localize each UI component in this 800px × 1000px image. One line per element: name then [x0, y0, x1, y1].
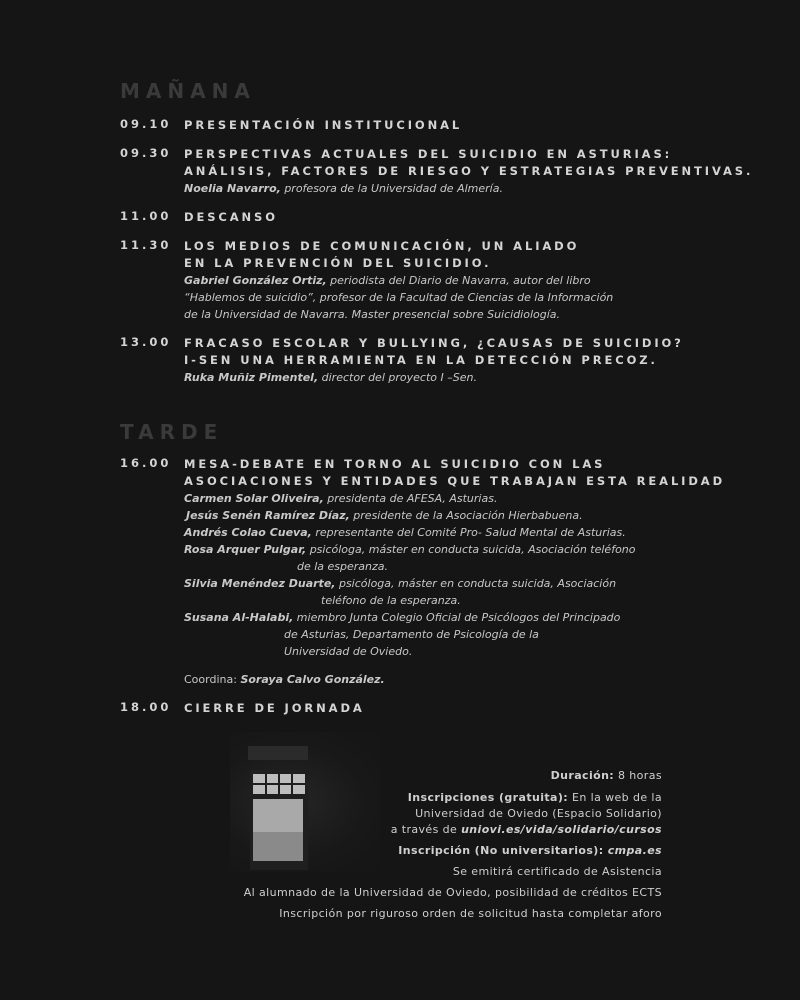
text-segment: En la web de la [568, 791, 662, 804]
text-segment: de la Universidad de Navarra. Master presencial sobre Suicidiología. [184, 308, 561, 321]
item-title: PRESENTACIÓN INSTITUCIONAL [184, 118, 463, 132]
item-title: EN LA PREVENCIÓN DEL SUICIDIO. [184, 256, 492, 270]
text-segment: 8 horas [614, 769, 662, 782]
registration [408, 790, 662, 806]
window-photo [230, 732, 380, 872]
speaker-name: Susana Al-Halabi, [184, 611, 294, 624]
speaker-name: Ruka Muñiz Pimentel, [184, 371, 319, 384]
schedule-item [120, 456, 740, 688]
speaker [184, 541, 740, 575]
text-segment: psicóloga, máster en conducta suicida, Asociación teléfono [306, 543, 636, 556]
item-title: DESCANSO [184, 210, 278, 224]
speaker [184, 490, 740, 507]
speaker [184, 524, 740, 541]
text-segment: Coordina: [184, 673, 241, 686]
item-title: LOS MEDIOS DE COMUNICACIÓN, UN ALIADO [184, 239, 580, 253]
item-time: 11.00 [120, 209, 172, 223]
text-segment: psicóloga, máster en conducta suicida, Asociación [335, 577, 617, 590]
text-segment: director del proyecto I –Sen. [318, 371, 477, 384]
ects-note: Al alumnado de la Universidad de Oviedo, posibilidad de créditos ECTS [243, 886, 662, 899]
window-icon [230, 732, 380, 872]
speaker [184, 180, 740, 197]
text-segment: periodista del Diario de Navarra, autor del libro [326, 274, 591, 287]
speaker-name: Gabriel González Ortiz, [184, 274, 327, 287]
text-segment: Universidad de Oviedo. [284, 645, 413, 658]
text-segment: de la esperanza. [297, 560, 389, 573]
item-time: 09.30 [120, 146, 172, 160]
order-note: Inscripción por riguroso orden de solicitud hasta completar aforo [279, 907, 662, 920]
speaker-name: Rosa Arquer Pulgar, [184, 543, 307, 556]
item-time: 09.10 [120, 117, 172, 131]
schedule-item [120, 238, 740, 323]
schedule-item [120, 209, 740, 226]
item-title: PERSPECTIVAS ACTUALES DEL SUICIDIO EN ASTURIAS: [184, 147, 673, 161]
speaker-name: Noelia Navarro, [184, 182, 281, 195]
speaker [184, 272, 740, 323]
duration [551, 768, 662, 784]
registration-line3 [391, 822, 662, 838]
schedule-item [120, 117, 740, 134]
speaker-name: Soraya Calvo González. [240, 673, 385, 686]
speaker-name: Jesús Senén Ramírez Díaz, [186, 509, 350, 522]
speaker-name: Inscripciones (gratuita): [407, 791, 569, 804]
speaker-name: Duración: [550, 769, 615, 782]
item-time: 18.00 [120, 700, 172, 714]
item-title: FRACASO ESCOLAR Y BULLYING, ¿CAUSAS DE SUICIDIO? [184, 336, 684, 350]
text-segment: teléfono de la esperanza. [321, 594, 461, 607]
text-segment: de Asturias, Departamento de Psicología de la [284, 628, 539, 641]
text-segment: profesora de la Universidad de Almería. [280, 182, 503, 195]
text-segment: miembro Junta Colegio Oficial de Psicólogos del Principado [293, 611, 621, 624]
item-title: CIERRE DE JORNADA [184, 701, 365, 715]
text-segment: presidenta de AFESA, Asturias. [323, 492, 498, 505]
speaker [184, 609, 740, 660]
schedule-item [120, 335, 740, 386]
registration-line2: Universidad de Oviedo (Espacio Solidario) [415, 807, 662, 820]
item-title: ASOCIACIONES Y ENTIDADES QUE TRABAJAN ESTA REALIDAD [184, 474, 726, 488]
item-time: 13.00 [120, 335, 172, 349]
item-title: MESA-DEBATE EN TORNO AL SUICIDIO CON LAS [184, 457, 606, 471]
section-heading-morning: MAÑANA [120, 79, 256, 103]
item-time: 11.30 [120, 238, 172, 252]
section-heading-afternoon: TARDE [120, 420, 224, 444]
item-time: 16.00 [120, 456, 172, 470]
schedule-item [120, 146, 754, 197]
text-segment: presidente de la Asociación Hierbabuena. [349, 509, 583, 522]
speaker-name: Inscripción (No universitarios): [398, 844, 604, 857]
schedule-item [120, 700, 740, 717]
coordinator [184, 671, 740, 688]
certificate-note: Se emitirá certificado de Asistencia [452, 865, 662, 878]
speaker-name: Carmen Solar Oliveira, [184, 492, 324, 505]
speaker [184, 575, 740, 609]
text-segment: representante del Comité Pro- Salud Mental de Asturias. [311, 526, 626, 539]
speaker-name: Andrés Colao Cueva, [184, 526, 312, 539]
speaker-name: Silvia Menéndez Duarte, [184, 577, 336, 590]
text-segment: a través de [390, 823, 462, 836]
text-segment: “Hablemos de suicidio”, profesor de la Facultad de Ciencias de la Información [184, 291, 614, 304]
item-title: ANÁLISIS, FACTORES DE RIESGO Y ESTRATEGIAS PREVENTIVAS. [184, 164, 754, 178]
item-title: I-SEN UNA HERRAMIENTA EN LA DETECCIÓN PRECOZ. [184, 353, 658, 367]
registration-link[interactable]: uniovi.es/vida/solidario/cursos [461, 823, 662, 836]
speaker [184, 507, 740, 524]
cmpa-link[interactable]: cmpa.es [603, 844, 662, 857]
non-university-registration [398, 843, 662, 859]
speaker [184, 369, 740, 386]
